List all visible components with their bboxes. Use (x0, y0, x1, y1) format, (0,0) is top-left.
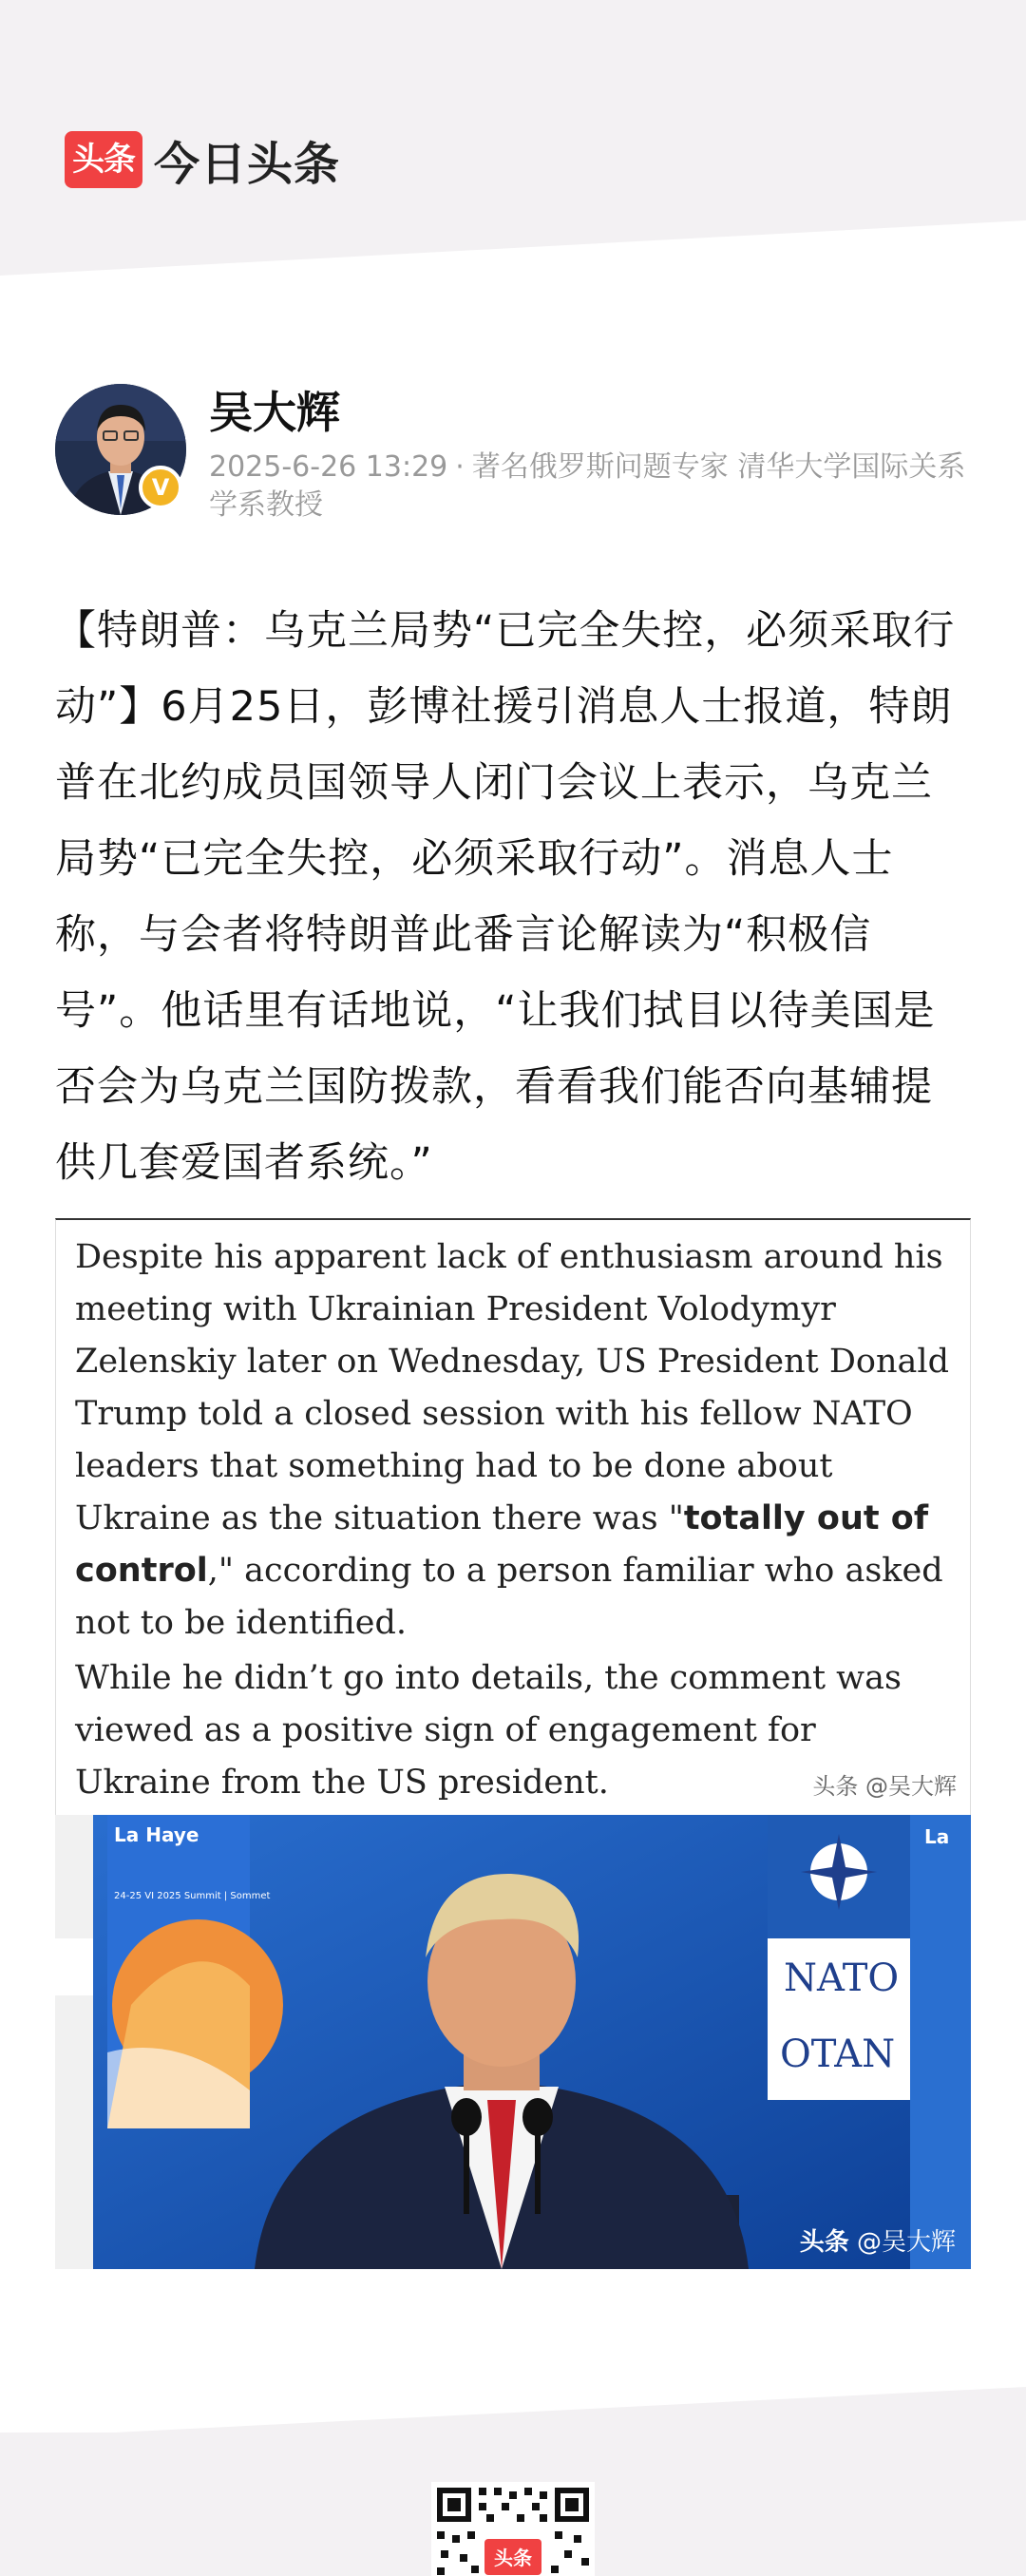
photo-watermark-brand: 头条 (799, 2228, 849, 2257)
app-name: 今日头条 (154, 138, 341, 191)
author-name[interactable]: 吴大辉 (209, 387, 340, 438)
banner-left-sub: 24-25 VI 2025 Summit | Sommet (114, 1891, 271, 1901)
photo-watermark-user: @吴大辉 (848, 2228, 956, 2257)
banner-left-title: La Haye (114, 1823, 200, 1846)
verified-badge-icon: V (139, 466, 182, 509)
image-watermark: 头条 @吴大辉 (812, 1773, 957, 1800)
photo-watermark (800, 2223, 956, 2258)
banner-right-corner: La (924, 1825, 950, 1848)
banner-right-line1: NATO (784, 1956, 900, 2000)
post-meta (209, 448, 969, 525)
quote-image[interactable] (55, 1218, 971, 1815)
post-body: 【特朗普：乌克兰局势“已完全失控，必须采取行动”】6月25日，彭博社援引消息人士报道，特朗普在北约成员国领导人闭门会议上表示，乌克兰局势“已完全失控，必须采取行动”。消息人士称，与会者将特朗普此番言论解读为“积极信号”。他话里有话地说，“让我们拭目以待美国是否会为乌克兰国防拨款，看看我们能否向基辅提供几套爱国者系统。” (55, 607, 956, 1187)
qr-code-icon[interactable] (431, 2482, 595, 2576)
quote-paragraph-2: While he didn’t go into details, the comment was viewed as a positive sign of engagement for Ukraine from the US president. (75, 1659, 902, 1802)
banner-right-line2: OTAN (780, 2032, 896, 2076)
news-photo[interactable] (55, 1815, 971, 2269)
meta-separator: · (455, 450, 465, 484)
quote-text-part: Despite his apparent lack of enthusiasm around his meeting with Ukrainian President Volodymyr Zelenskiy later on Wednesday, US President Donald Trump told a closed session with his fellow NATO leaders that something had to be done about Ukraine as the situation there was " (75, 1238, 950, 1537)
quote-text-part: ," according to a person familiar who asked not to be identified. (75, 1552, 943, 1642)
author-title: 著名俄罗斯问题专家 清华大学国际关系学系教授 (209, 450, 966, 522)
quote-bold-text: totally out of control (75, 1499, 929, 1590)
qr-center-label: 头条 (494, 2547, 532, 2569)
toutiao-logo-icon: 头条 (65, 131, 142, 188)
quote-paragraph-1 (75, 1231, 959, 1650)
post-datetime: 2025-6-26 13:29 (209, 450, 448, 484)
